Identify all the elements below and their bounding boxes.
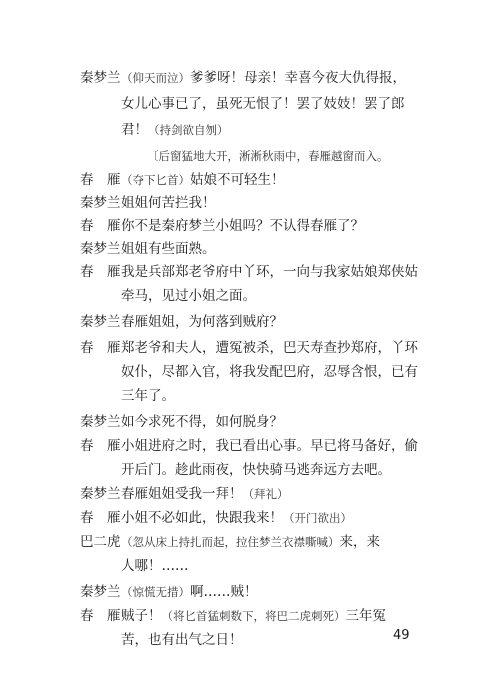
script-line — [0, 604, 492, 628]
dialogue-text: 我是兵部郑老爷府中丫环，一向与我家姑娘郑侠姑 — [121, 264, 418, 280]
dialogue-text: 开后门。趁此雨夜，快快骑马逃奔远方去吧。 — [121, 462, 391, 478]
speaker-name: 春 雁 — [80, 438, 121, 454]
script-line — [0, 168, 492, 192]
line-content — [121, 168, 285, 192]
dialogue-text: 你不是秦府梦兰小姐吗？不认得春雁了？ — [121, 218, 364, 234]
script-line — [0, 336, 492, 360]
line-content — [121, 506, 352, 530]
speaker-name: 秦梦兰 — [80, 486, 121, 502]
speaker-name: 秦梦兰 — [80, 414, 121, 430]
dialogue-text: 春雁姐姐，为何落到贼府？ — [121, 314, 283, 330]
script-line — [0, 310, 492, 334]
line-content — [121, 580, 258, 604]
speaker-name: 春 雁 — [80, 264, 121, 280]
script-line — [0, 214, 492, 238]
speaker-name: 春 雁 — [80, 608, 121, 624]
stage-direction: （将匕首猛刺数下，将巴二虎刺死） — [161, 609, 346, 623]
script-line — [0, 506, 492, 530]
line-content — [121, 530, 380, 554]
dialogue-text: 女儿心事已了，虽死无恨了！罢了妓妓！罢了郎 — [121, 96, 405, 112]
speaker-name: 春 雁 — [80, 218, 121, 234]
dialogue-text: 姑娘不可轻生！ — [190, 172, 285, 188]
dialogue-text: 郑老爷和夫人，遭冤被杀，巴天寿查抄郑府，丫环 — [121, 340, 418, 356]
dialogue-text: 牵马，见过小姐之面。 — [121, 288, 256, 304]
script-line — [0, 260, 492, 284]
dialogue-text: 苦，也有出气之日！ — [121, 632, 243, 648]
script-line — [0, 284, 492, 308]
dialogue-text: 如今求死不得，如何脱身？ — [121, 414, 283, 430]
stage-direction: （持剑欲自刎） — [148, 123, 229, 137]
stage-direction: （开门欲出） — [283, 511, 352, 525]
dialogue-text: 贼子！ — [121, 608, 162, 624]
line-content — [121, 66, 406, 90]
stage-direction: （忽从床上持扎而起，拉住梦兰衣襟嘶喊） — [121, 535, 340, 549]
script-line — [0, 410, 492, 434]
dialogue-text: 三年冤 — [345, 608, 386, 624]
script-line — [0, 66, 492, 90]
dialogue-text: 爹爹呀！母亲！幸喜今夜大仇得报， — [190, 70, 406, 86]
dialogue-text: 小姐进府之时，我已看出心事。早已将马备好，偷 — [121, 438, 418, 454]
script-line — [0, 482, 492, 506]
dialogue-text: 姐姐何苦拦我！ — [121, 195, 216, 211]
speaker-name: 秦梦兰 — [80, 195, 121, 211]
script-line — [0, 144, 492, 168]
speaker-name: 春 雁 — [80, 510, 121, 526]
dialogue-text: 春雁姐姐受我一拜！ — [121, 486, 243, 502]
stage-direction: （惊慌无措） — [121, 585, 190, 599]
speaker-name: 春 雁 — [80, 172, 121, 188]
script-line — [0, 580, 492, 604]
script-line — [0, 628, 492, 652]
dialogue-text: 君！ — [121, 122, 148, 138]
script-line — [0, 92, 492, 116]
script-line — [0, 118, 492, 142]
speaker-name: 秦梦兰 — [80, 241, 121, 257]
dialogue-text: 奴仆，尽都入官，将我发配巴府，忍辱含恨，已有 — [121, 364, 418, 380]
stage-direction: （夺下匕首） — [121, 173, 190, 187]
stage-direction: （拜礼） — [242, 487, 289, 501]
dialogue-text: 姐姐有些面熟。 — [121, 241, 216, 257]
script-line — [0, 530, 492, 554]
script-line — [0, 554, 492, 578]
dialogue-text: 来，来 — [339, 534, 380, 550]
script-line — [0, 237, 492, 261]
speaker-name: 巴二虎 — [80, 534, 121, 550]
dialogue-text: 三年了。 — [121, 388, 175, 404]
script-line — [0, 360, 492, 384]
stage-direction: （仰天而泣） — [121, 71, 190, 85]
speaker-name: 秦梦兰 — [80, 584, 121, 600]
dialogue-text: 啊……贼！ — [190, 584, 258, 600]
dialogue-text: 人哪！…… — [121, 558, 189, 574]
page-number: 49 — [393, 628, 410, 643]
script-line — [0, 191, 492, 215]
dialogue-text: 小姐不必如此，快跟我来！ — [121, 510, 283, 526]
speaker-name: 秦梦兰 — [80, 314, 121, 330]
script-line — [0, 434, 492, 458]
line-content — [121, 604, 386, 628]
script-line — [0, 458, 492, 482]
line-content — [121, 118, 229, 142]
speaker-name: 春 雁 — [80, 340, 121, 356]
stage-direction: 〔后窗猛地大开，淅淅秋雨中，春雁越窗而入。 — [147, 149, 389, 163]
line-content — [121, 482, 289, 506]
speaker-name: 秦梦兰 — [80, 70, 121, 86]
script-line — [0, 384, 492, 408]
